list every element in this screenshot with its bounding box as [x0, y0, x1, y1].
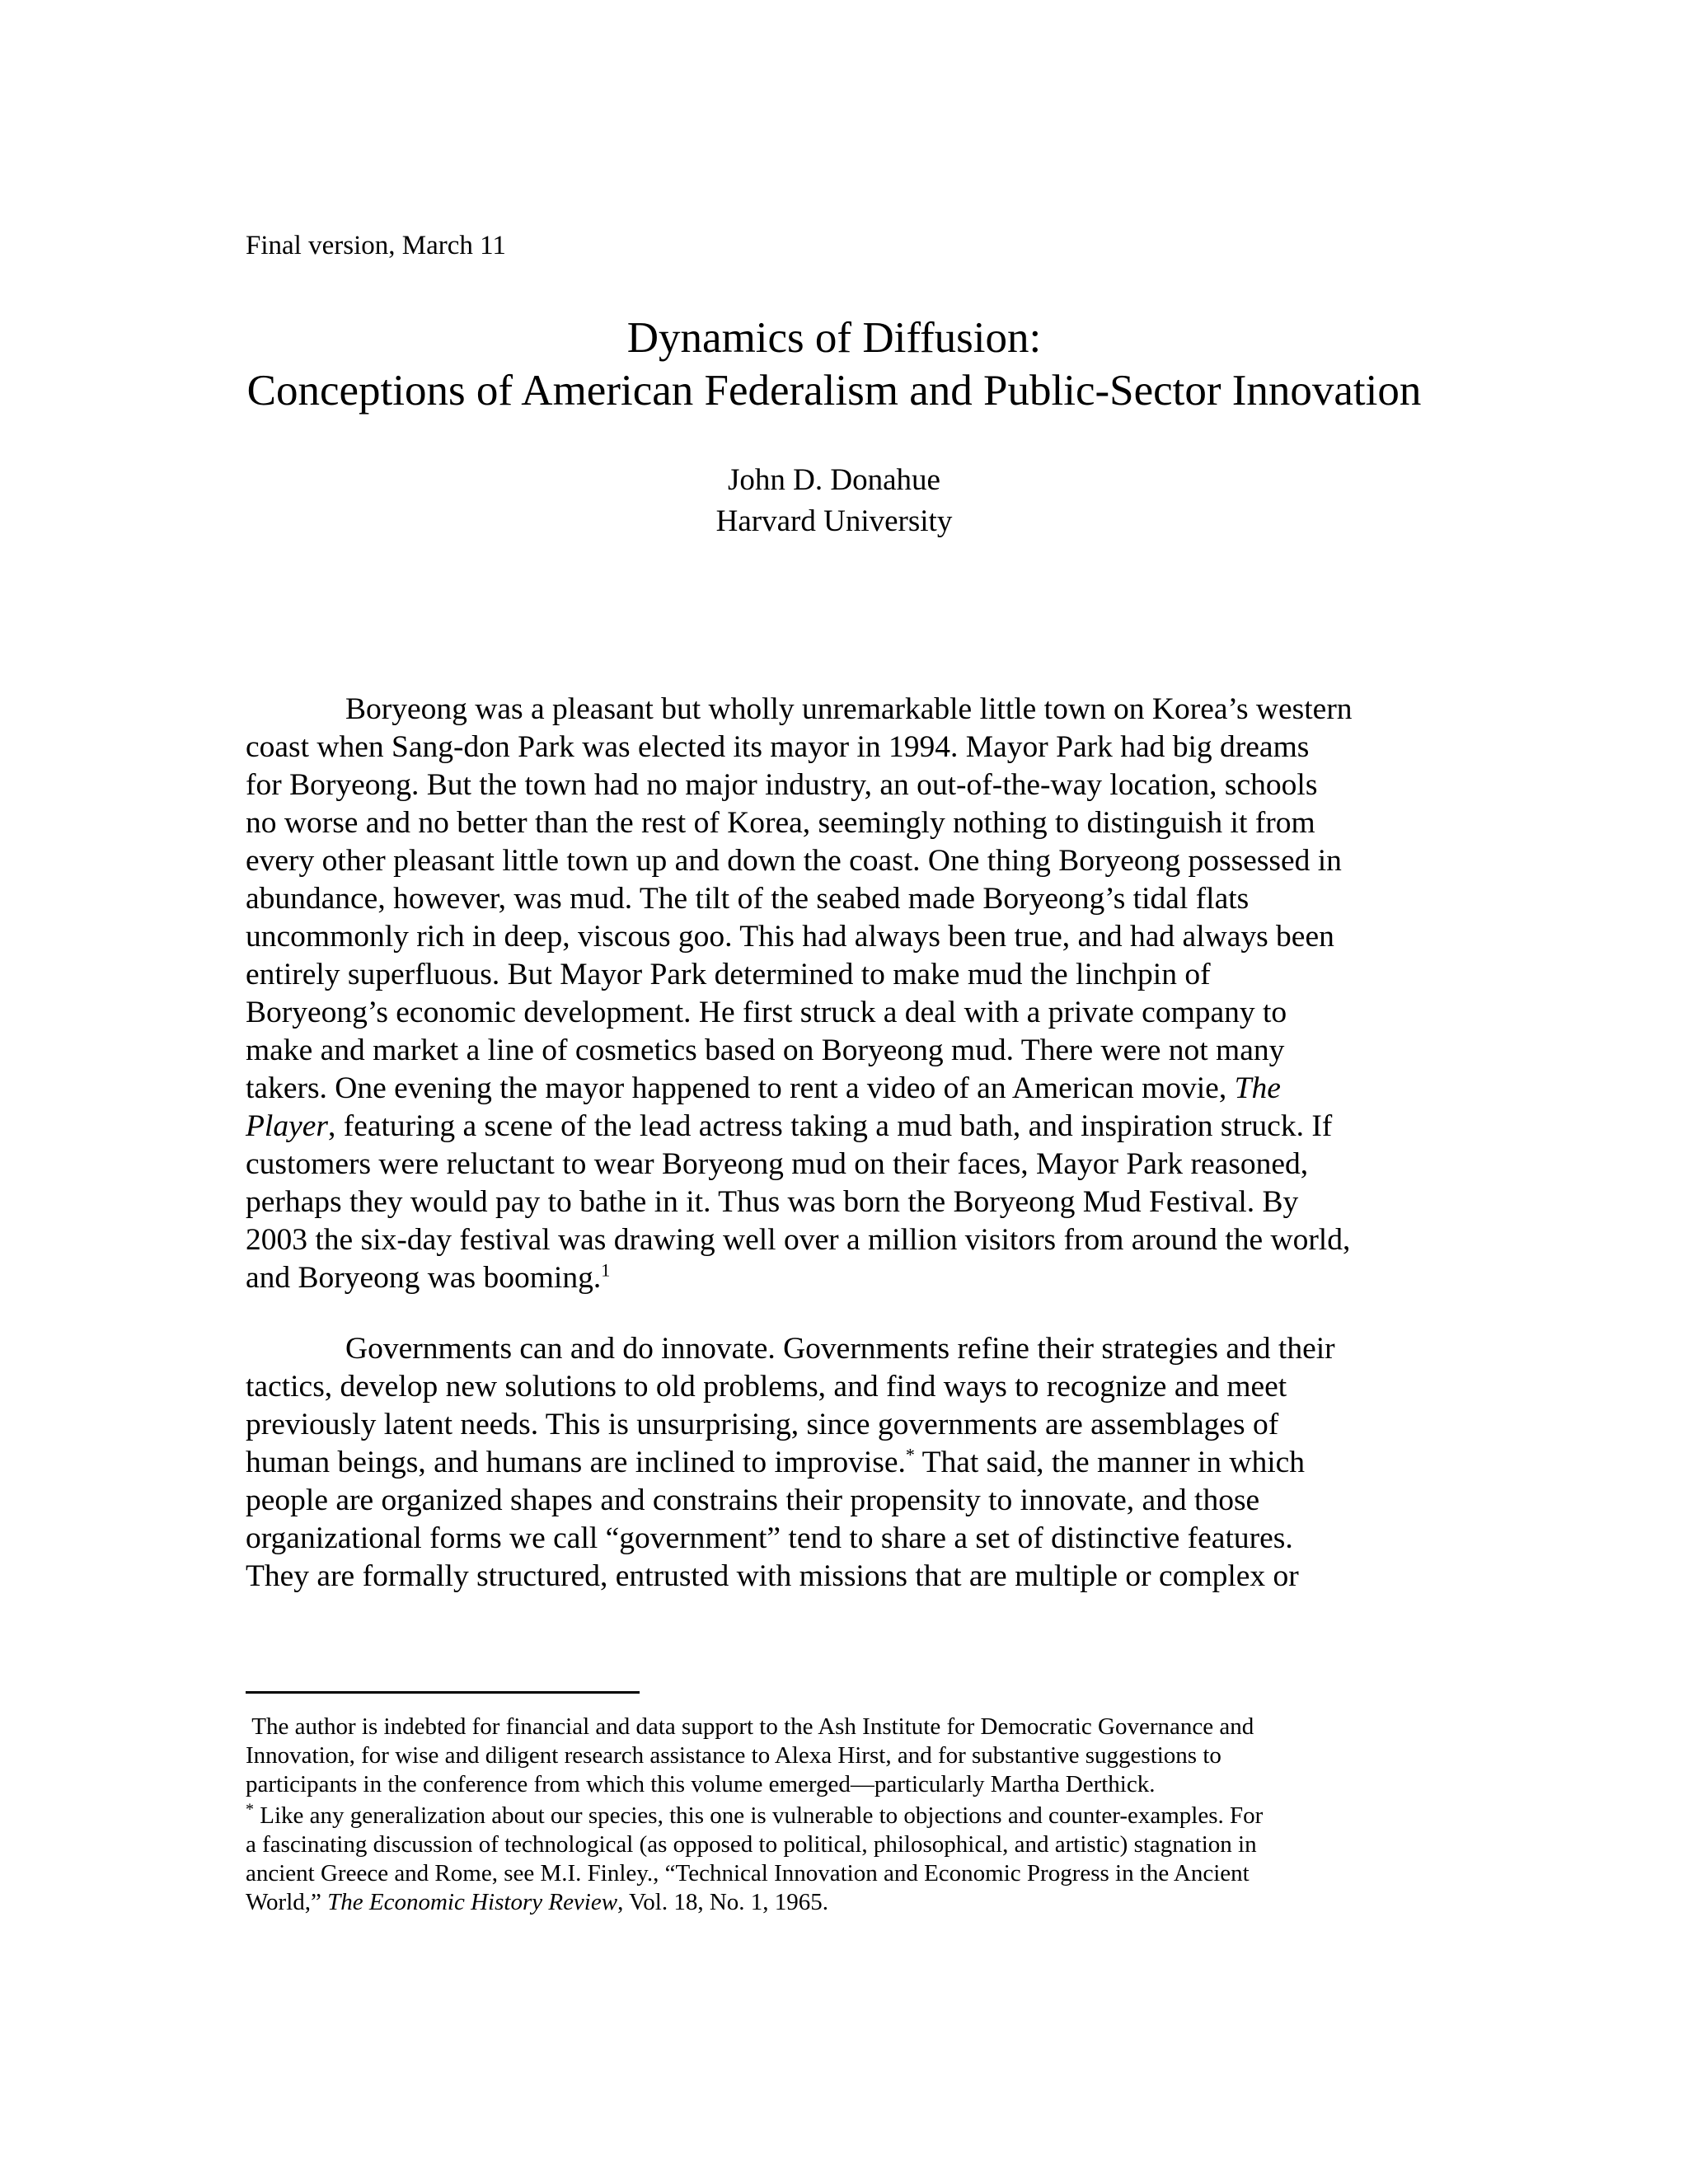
version-line: Final version, March 11	[246, 231, 506, 260]
body-line: every other pleasant little town up and down the coast. One thing Boryeong possessed in	[246, 844, 1342, 878]
body-line-text: That said, the manner in which	[914, 1446, 1306, 1479]
body-line: no worse and no better than the rest of Korea, seemingly nothing to distinguish it from	[246, 806, 1315, 840]
footnote-ref-1[interactable]: 1	[601, 1259, 611, 1281]
footnote-line: Innovation, for wise and diligent research assistance to Alexa Hirst, and for substantive suggestions to	[246, 1742, 1221, 1769]
footnote-line	[246, 1888, 1442, 1917]
body-line	[246, 1444, 1442, 1482]
movie-title-part-2: Player	[246, 1109, 328, 1143]
footnote-line	[246, 1713, 1442, 1741]
body-line-text: and Boryeong was booming.	[246, 1261, 602, 1295]
body-line-text: takers. One evening the mayor happened to rent a video of an American movie,	[246, 1071, 1235, 1105]
body-line: for Boryeong. But the town had no major industry, an out-of-the-way location, schools	[246, 768, 1318, 802]
body-line: tactics, develop new solutions to old problems, and find ways to recognize and meet	[246, 1370, 1287, 1404]
body-line: previously latent needs. This is unsurprising, since governments are assemblages of	[246, 1408, 1279, 1441]
body-line-text: , featuring a scene of the lead actress taking a mud bath, and inspiration struck. If	[327, 1109, 1333, 1143]
body-line-text: human beings, and humans are inclined to improvise.	[246, 1446, 906, 1479]
body-line: people are organized shapes and constrains their propensity to innovate, and those	[246, 1483, 1260, 1517]
author-block	[0, 460, 1668, 542]
body-line: They are formally structured, entrusted with missions that are multiple or complex or	[246, 1559, 1299, 1593]
footnote-marker: *	[246, 1800, 254, 1819]
body-line: make and market a line of cosmetics based on Boryeong mud. There were not many	[246, 1033, 1285, 1067]
body-line: organizational forms we call “government” tend to share a set of distinctive features.	[246, 1521, 1293, 1555]
title-line-2: Conceptions of American Federalism and Public-Sector Innovation	[246, 367, 1422, 415]
author-name: John D. Donahue	[728, 463, 940, 497]
body-line: coast when Sang-don Park was elected its mayor in 1994. Mayor Park had big dreams	[246, 730, 1310, 764]
author-affiliation: Harvard University	[715, 504, 953, 538]
footnote-line: ancient Greece and Rome, see M.I. Finley., “Technical Innovation and Economic Progress in the Ancient	[246, 1860, 1250, 1886]
footnote-line: a fascinating discussion of technological (as opposed to political, philosophical, and artistic) stagnation in	[246, 1831, 1257, 1858]
footnote-asterisk	[246, 1802, 1442, 1917]
body-line: Boryeong’s economic development. He first struck a deal with a private company to	[246, 996, 1287, 1029]
body-line: entirely superfluous. But Mayor Park determined to make mud the linchpin of	[246, 958, 1211, 991]
movie-title-part-1: The	[1234, 1071, 1281, 1105]
footnote-ref-asterisk[interactable]: *	[905, 1444, 915, 1465]
body-line: Governments can and do innovate. Governments refine their strategies and their	[345, 1332, 1335, 1366]
paper-title	[0, 312, 1668, 417]
body-line: uncommonly rich in deep, viscous goo. This had always been true, and had always been	[246, 920, 1334, 954]
body-line: customers were reluctant to wear Boryeong mud on their faces, Mayor Park reasoned,	[246, 1147, 1309, 1181]
footnote-acknowledgment	[246, 1713, 1442, 1799]
body-paragraph-1	[246, 691, 1442, 1297]
body-line: 2003 the six-day festival was drawing well over a million visitors from around the world,	[246, 1223, 1351, 1257]
footnote-line-text: Like any generalization about our species, this one is vulnerable to objections and counter-examples. For	[254, 1802, 1264, 1829]
footnote-divider	[246, 1691, 640, 1694]
journal-title: The Economic History Review	[327, 1889, 618, 1915]
footnote-line-text: The author is indebted for financial and data support to the Ash Institute for Democratic Governance and	[251, 1713, 1254, 1740]
body-line	[246, 1108, 1442, 1146]
body-line: perhaps they would pay to bathe in it. Thus was born the Boryeong Mud Festival. By	[246, 1185, 1299, 1219]
footnote-line	[246, 1802, 1442, 1830]
footnote-line-text: World,”	[246, 1889, 328, 1915]
body-line	[246, 1070, 1442, 1108]
body-paragraph-2	[246, 1330, 1442, 1596]
body-line: Boryeong was a pleasant but wholly unremarkable little town on Korea’s western	[345, 692, 1353, 726]
footnote-line-text: , Vol. 18, No. 1, 1965.	[617, 1889, 829, 1915]
title-line-1: Dynamics of Diffusion:	[626, 314, 1042, 362]
body-line: abundance, however, was mud. The tilt of the seabed made Boryeong’s tidal flats	[246, 882, 1250, 916]
footnote-line: participants in the conference from which this volume emerged—particularly Martha Derthick.	[246, 1771, 1156, 1797]
body-line	[246, 1259, 1442, 1297]
